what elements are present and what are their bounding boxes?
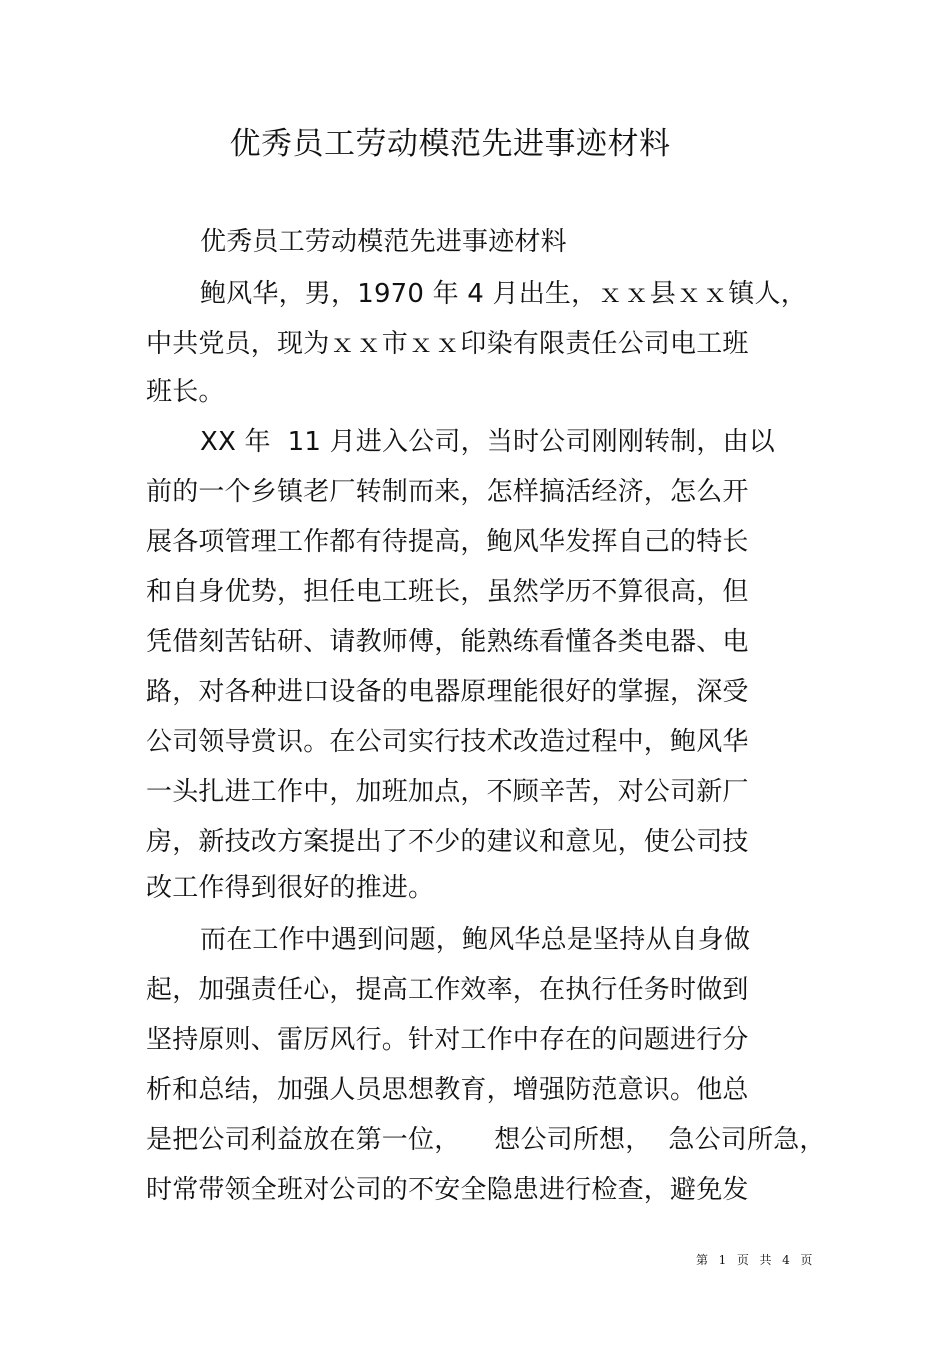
paragraph-line: 鲍风华，男，1970 年 4 月出生，ｘｘ县ｘｘ镇人，: [200, 279, 807, 309]
paragraph-line: 时常带领全班对公司的不安全隐患进行检查，避免发: [146, 1175, 749, 1205]
page-number: 第 1 页 共 4 页: [696, 1253, 814, 1267]
paragraph-line: XX 年 11 月进入公司，当时公司刚刚转制，由以: [200, 427, 775, 457]
paragraph-line: 房，新技改方案提出了不少的建议和意见，使公司技: [146, 827, 749, 857]
document-title: 优秀员工劳动模范先进事迹材料: [229, 126, 671, 162]
paragraph-line: 析和总结，加强人员思想教育，增强防范意识。他总: [146, 1075, 749, 1105]
paragraph-line: 是把公司利益放在第一位， 想公司所想， 急公司所急，: [146, 1125, 826, 1155]
paragraph-line: 而在工作中遇到问题，鲍风华总是坚持从自身做: [200, 925, 751, 955]
paragraph-line: 公司领导赏识。在公司实行技术改造过程中，鲍风华: [146, 727, 749, 757]
paragraph-line: 坚持原则、雷厉风行。针对工作中存在的问题进行分: [146, 1025, 749, 1055]
paragraph-line: 班长。: [146, 377, 225, 407]
paragraph-line: 起，加强责任心，提高工作效率，在执行任务时做到: [146, 975, 749, 1005]
paragraph-line: 前的一个乡镇老厂转制而来，怎样搞活经济，怎么开: [146, 477, 749, 507]
paragraph-line: 凭借刻苦钻研、请教师傅，能熟练看懂各类电器、电: [146, 627, 749, 657]
paragraph-line: 展各项管理工作都有待提高，鲍风华发挥自己的特长: [146, 527, 749, 557]
paragraph-line: 一头扎进工作中，加班加点，不顾辛苦，对公司新厂: [146, 777, 749, 807]
paragraph-line: 路，对各种进口设备的电器原理能很好的掌握，深受: [146, 677, 749, 707]
subtitle-line: 优秀员工劳动模范先进事迹材料: [200, 227, 567, 257]
paragraph-line: 和自身优势，担任电工班长，虽然学历不算很高，但: [146, 577, 749, 607]
paragraph-line: 中共党员，现为ｘｘ市ｘｘ印染有限责任公司电工班: [146, 329, 749, 359]
paragraph-line: 改工作得到很好的推进。: [146, 873, 435, 903]
